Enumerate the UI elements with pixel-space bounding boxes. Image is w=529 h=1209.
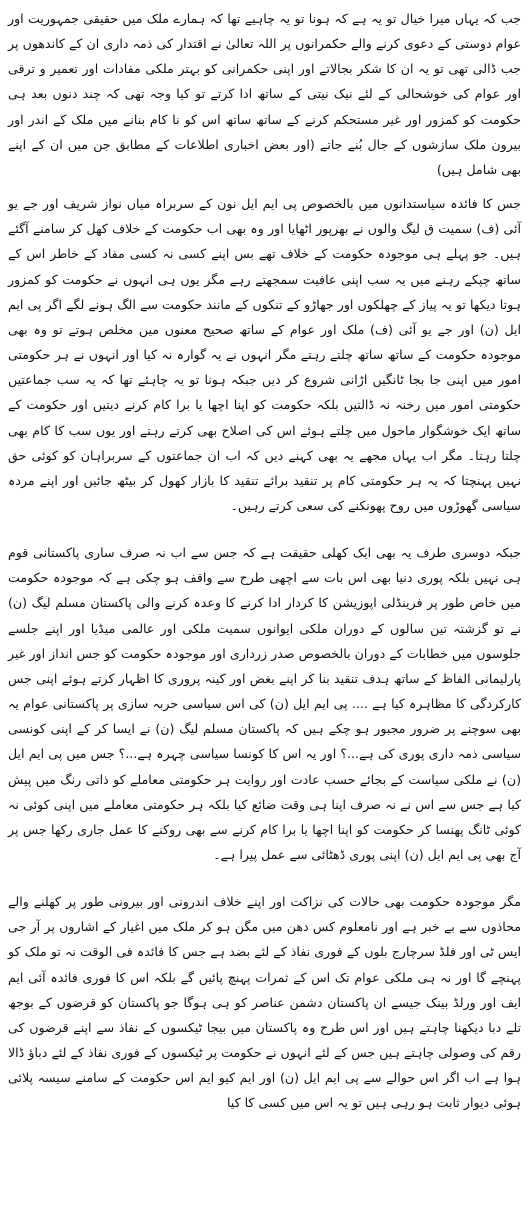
article-paragraph-2: جس کا فائدہ سیاستدانوں میں بالخصوص پی ایم ایل نون کے سربراہ میاں نواز شریف اور جے یو آئی (ف) سمیت ق لیگ والوں نے بھرپور اٹھایا اور وہ بھی اب حکومت کے خلاف کھل کر سامنے آگئے ہیں۔ جو پہلے ہی موجودہ حکومت کے خلاف تھے بس اپنے کسی نہ کسی مفاد کے خاطر اس کے ساتھ چپکے رہنے میں یہ سب اپنی عافیت سمجھتے رہے مگر یوں ہی انہوں نے حکومت کو کمزور ہوتا دیکھا تو یہ پیاز کے چھلکوں اور جھاڑو کے تنکوں کے مانند حکومت سے الگ ہونے لگے اگر پی ایم ایل (ن) اور جے یو آئی (ف) ملک اور عوام کے ساتھ صحیح معنوں میں مخلص ہوتے تو وہ بھی موجودہ حکومت کے ساتھ ساتھ چلتے رہتے مگر انہوں نے یہ گوارہ نہ کیا اور انہوں نے ہر حکومتی امور میں اپنی جا بجا ٹانگیں اڑانی شروع کر دیں جبکہ ہونا تو یہ چاہئے تھا کہ یہ سب جماعتیں حکومتی امور میں رخنہ نہ ڈالتیں بلکہ حکومت کو اپنا اچھا یا برا کام کرنے دیتیں اور حکومت کے ساتھ ایک خوشگوار ماحول میں چلتے ہوئے اس کی اصلاح بھی کرتے رہتے اور یوں سب کا کام بھی چلتا رہتا۔ مگر اب یہاں مجھے یہ بھی کہنے دیں کہ اب ان جماعتوں کے سربراہان کو کوئی حق نہیں پہنچتا کہ یہ ہر حکومتی کام پر تنقید برائے تنقید کا بازار کھول کر بیٹھ جائیں اور اپنے مردہ سیاسی گھوڑوں میں روح پھونکنے کی سعی کرتے رہیں۔ <box>8 196 521 513</box>
article-paragraph-4: مگر موجودہ حکومت بھی حالات کی نزاکت اور اپنے خلاف اندرونی اور بیرونی طور پر کھلنے والے محاذوں سے بے خبر ہے اور نامعلوم کس دھن میں مگن ہو کر ملک میں اغیار کے اشاروں پر آر جی ایس ٹی اور فلڈ سرچارج بلوں کے فوری نفاذ کے لئے بضد ہے جس کا فائدہ فی الوقت نہ تو ملک کو پہنچے گا اور نہ ہی ملکی عوام تک اس کے ثمرات پہنچ پائیں گے بلکہ اس کا فوری فائدہ آئی ایم ایف اور ورلڈ بینک جیسے ان پاکستان دشمن عناصر کو ہی ہوگا جو پاکستان کو قرضوں کے بوجھ تلے دبا دیکھنا چاہتے ہیں اور اس طرح وہ پاکستان میں بیجا ٹیکسوں کے نفاذ سے اپنے قرضوں کی رقم کی وصولی چاہتے ہیں جس کے لئے انہوں نے حکومت پر ٹیکسوں کے فوری نفاذ کے لئے دباؤ ڈالا ہوا ہے اب اگر اس حوالے سے پی ایم ایل (ن) اور ایم کیو ایم اس حکومت کے سامنے سیسہ پلائی ہوئی دیوار ثابت ہو رہی ہیں تو یہ اس میں کسی کا کیا <box>8 894 521 1111</box>
paragraph-gap <box>8 518 521 540</box>
paragraph-gap <box>8 867 521 889</box>
article-paragraph-1: جب کہ یہاں میرا خیال تو یہ ہے کہ ہونا تو یہ چاہیے تھا کہ ہمارے ملک میں حقیقی جمہوریت اور عوام دوستی کے دعوی کرنے والے حکمرانوں پر اللہ تعالیٰ نے اقتدار کی ذمہ داری ان کے کاندھوں پر جب ڈالی تھی تو یہ ان کا شکر بجالاتے اور اپنی حکمرانی کو بہتر ملکی مفادات اور تعمیر و ترقی اور عوام کی خوشحالی کے لئے نیک نیتی کے ساتھ ادا کرتے تو کیا وجہ تھی کہ چند دنوں بعد ہی حکومت کو کمزور اور غیر مستحکم کرنے کے ساتھ ساتھ اس کو نا کام بنانے میں ملک کے اندر اور بیرون ملک سازشوں کے جال بُنے جاتے (اور بعض اخباری اطلاعات کے مطابق جن میں ان کے اپنے بھی شامل ہیں) <box>8 11 521 177</box>
paragraph-gap <box>8 182 521 191</box>
article-paragraph-3: جبکہ دوسری طرف یہ بھی ایک کھلی حقیقت ہے کہ جس سے اب نہ صرف ساری پاکستانی قوم ہی نہیں بلکہ پوری دنیا بھی اس بات سے اچھی طرح سے واقف ہو چکی ہے کہ موجودہ حکومت میں خاص طور پر فرینڈلی اپوزیشن کا کردار ادا کرنے کا وعدہ کرنے والی پاکستان مسلم لیگ (ن) نے تو گزشتہ تین سالوں کے دوران ملکی ایوانوں سمیت ملکی اور عالمی میڈیا اور اپنے جلسے جلوسوں میں خطابات کے دوران بالخصوص صدر زرداری اور موجودہ حکومت کو جس انداز اور غیر پارلیمانی الفاظ کے ساتھ ہدف تنقید بنا کر اپنے بغض اور کینہ پروری کا اظہار کرتے ہوئے اپنی جس کارکردگی کا مظاہرہ کیا ہے .... پی ایم ایل (ن) کی اس سیاسی حربہ سازی پر پاکستانی عوام یہ بھی سوچنے پر ضرور مجبور ہو چکے ہیں کہ پاکستان مسلم لیگ (ن) نے ایسا کر کے اپنی کونسی سیاسی ذمہ داری پوری کی ہے...؟ اور یہ اس کا کونسا سیاسی چہرہ ہے...؟ جس میں پی ایم ایل (ن) نے ملکی سیاست کے بجائے حسب عادت اور روایت ہر حکومتی معاملے کو ذاتی رنگ میں پیش کیا ہے جس سے اس نے نہ صرف اپنا ہی وقت ضائع کیا بلکہ ہر حکومتی معاملے میں اپنی کوئی نہ کوئی ٹانگ پھنسا کر حکومت کو اپنا اچھا یا برا کام کرنے سے بھی روکنے کا عمل جاری رکھا جس پر آج بھی پی ایم ایل (ن) اپنی پوری ڈھٹائی سے عمل پیرا ہے۔ <box>8 545 521 862</box>
